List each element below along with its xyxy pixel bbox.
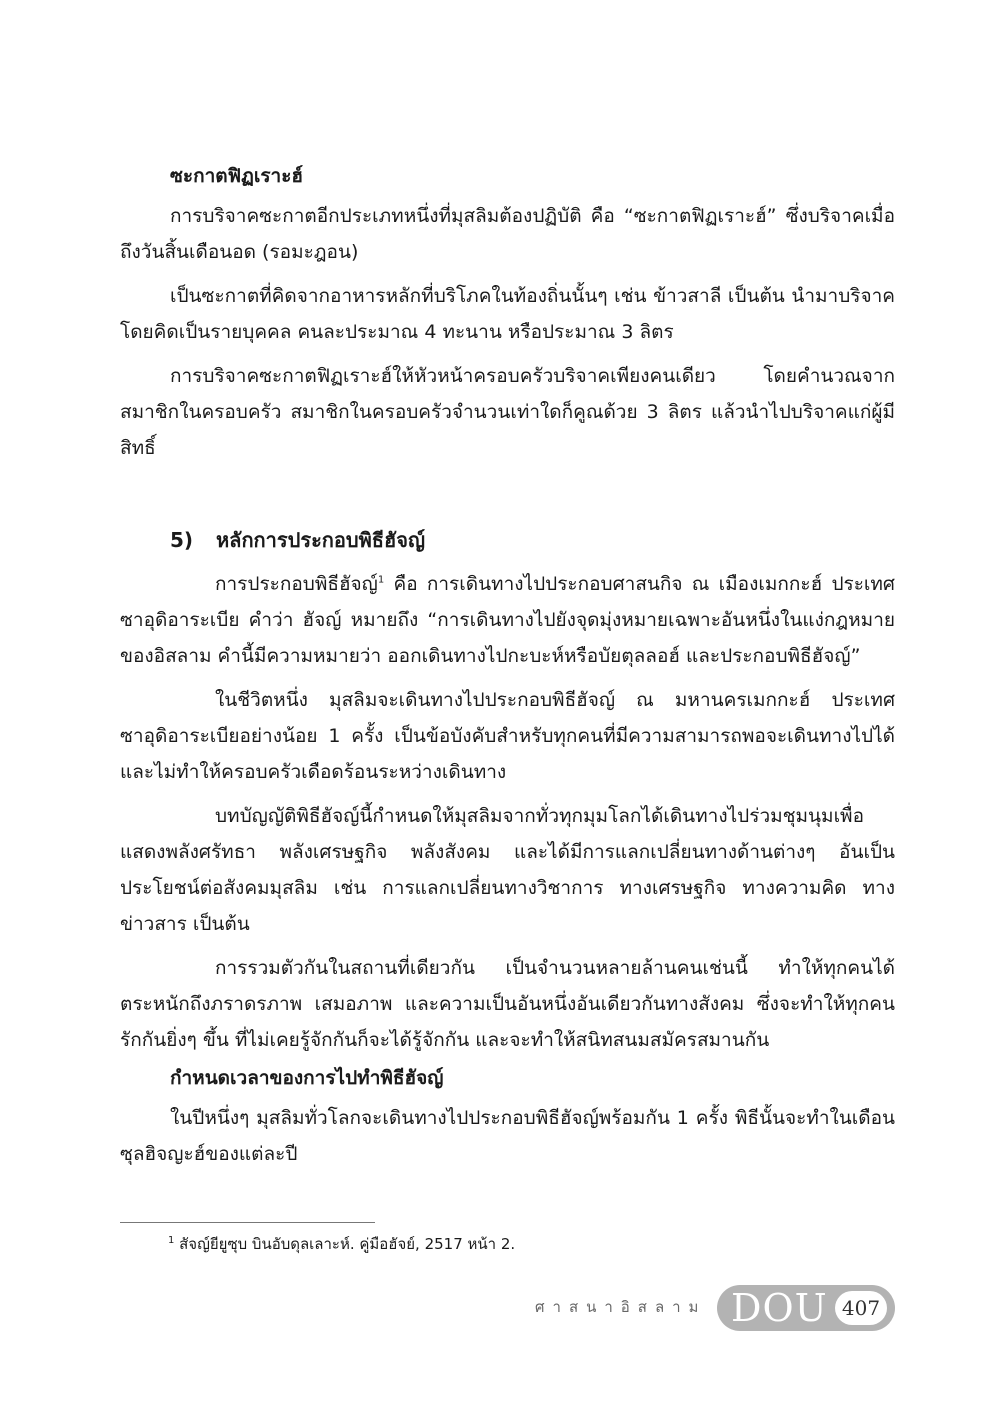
- page-number: 407: [835, 1291, 887, 1325]
- footnote-text: สัจญ์ยียูซุบ บินอับดุลเลาะห์. คู่มือฮัจย์, 2517 หน้า 2.: [174, 1235, 516, 1253]
- hajj-paragraph-1: [120, 566, 895, 674]
- hajj-paragraph-2: ในชีวิตหนึ่ง มุสลิมจะเดินทางไปประกอบพิธีฮัจญ์ ณ มหานครเมกกะฮ์ ประเทศซาอุดิอาระเบียอย่างน้อย 1 ครั้ง เป็นข้อบังคับสำหรับทุกคนที่มีความสามารถพอจะเดินทางไปได้และไม่ทำให้ครอบครัวเดือดร้อนระหว่างเดินทาง: [120, 689, 895, 783]
- zakat-paragraph-2: เป็นซะกาตที่คิดจากอาหารหลักที่บริโภคในท้องถิ่นนั้นๆ เช่น ข้าวสาลี เป็นต้น นำมาบริจาคโดยคิดเป็นรายบุคคล คนละประมาณ 4 ทะนาน หรือประมาณ 3 ลิตร: [120, 285, 895, 343]
- zakat-paragraph-1: การบริจาคซะกาตอีกประเภทหนึ่งที่มุสลิมต้องปฏิบัติ คือ “ซะกาตฟิฏเราะฮ์” ซึ่งบริจาคเมื่อถึงวันสิ้นเดือนอด (รอมะฎอน): [120, 205, 895, 263]
- hajj-p1-rest: คือ การเดินทางไปประกอบศาสนกิจ ณ เมืองเมกกะฮ์ ประเทศซาอุดิอาระเบีย คำว่า ฮัจญ์ หมายถึง “การเดินทางไปยังจุดมุ่งหมายเฉพาะอันหนึ่งในแง่กฎหมายของอิสลาม คำนี้มีความหมายว่า ออกเดินทางไปกะบะห์หรือบัยตุลลอฮ์ และประกอบพิธีฮัจญ์”: [120, 573, 895, 667]
- dou-badge: [717, 1285, 895, 1331]
- hajj-schedule-paragraph: ในปีหนึ่งๆ มุสลิมทั่วโลกจะเดินทางไปประกอบพิธีฮัจญ์พร้อมกัน 1 ครั้ง พิธีนั้นจะทำในเดือนซุลฮิจญะฮ์ของแต่ละปี: [120, 1107, 895, 1165]
- footnote-divider: [120, 1222, 375, 1223]
- page-footer: [0, 1283, 1000, 1333]
- hajj-paragraph-3: บทบัญญัติพิธีฮัจญ์นี้กำหนดให้มุสลิมจากทั่วทุกมุมโลกได้เดินทางไปร่วมชุมนุมเพื่อแสดงพลังศรัทธา พลังเศรษฐกิจ พลังสังคม และได้มีการแลกเปลี่ยนทางด้านต่างๆ อันเป็นประโยชน์ต่อสังคมมุสลิม เช่น การแลกเปลี่ยนทางวิชาการ ทางเศรษฐกิจ ทางความคิด ทางข่าวสาร เป็นต้น: [120, 805, 895, 935]
- section-title: หลักการประกอบพิธีฮัจญ์: [216, 528, 425, 552]
- section-spacer: [120, 474, 895, 522]
- dou-logo-text: DOU: [731, 1286, 828, 1330]
- main-content: [120, 158, 895, 1180]
- section-number: 5): [170, 528, 194, 552]
- hajj-section-heading: [120, 522, 895, 558]
- footnote: [168, 1232, 868, 1256]
- footer-subject-label: ศาสนาอิสลาม: [535, 1298, 707, 1316]
- hajj-paragraph-4: การรวมตัวกันในสถานที่เดียวกัน เป็นจำนวนหลายล้านคนเช่นนี้ ทำให้ทุกคนได้ตระหนักถึงภราดรภาพ เสมอภาพ และความเป็นอันหนึ่งอันเดียวกันทางสังคม ซึ่งจะทำให้ทุกคนรักกันยิ่งๆ ขึ้น ที่ไม่เคยรู้จักกันก็จะได้รู้จักกัน และจะทำให้สนิทสนมสมัครสมานกัน: [120, 957, 895, 1051]
- hajj-schedule-heading: กำหนดเวลาของการไปทำพิธีฮัจญ์: [170, 1067, 444, 1089]
- hajj-p1-start: การประกอบพิธีฮัจญ์: [215, 573, 378, 595]
- footnote-marker: 1: [168, 1235, 175, 1246]
- zakat-fitrah-heading: ซะกาตฟิฏเราะฮ์: [170, 165, 303, 187]
- zakat-paragraph-3: การบริจาคซะกาตฟิฏเราะฮ์ให้หัวหน้าครอบครัวบริจาคเพียงคนเดียว โดยคำนวณจากสมาชิกในครอบครัว สมาชิกในครอบครัวจำนวนเท่าใดก็คูณด้วย 3 ลิตร แล้วนำไปบริจาคแก่ผู้มีสิทธิ์: [120, 365, 895, 459]
- footnote-reference: 1: [377, 574, 385, 586]
